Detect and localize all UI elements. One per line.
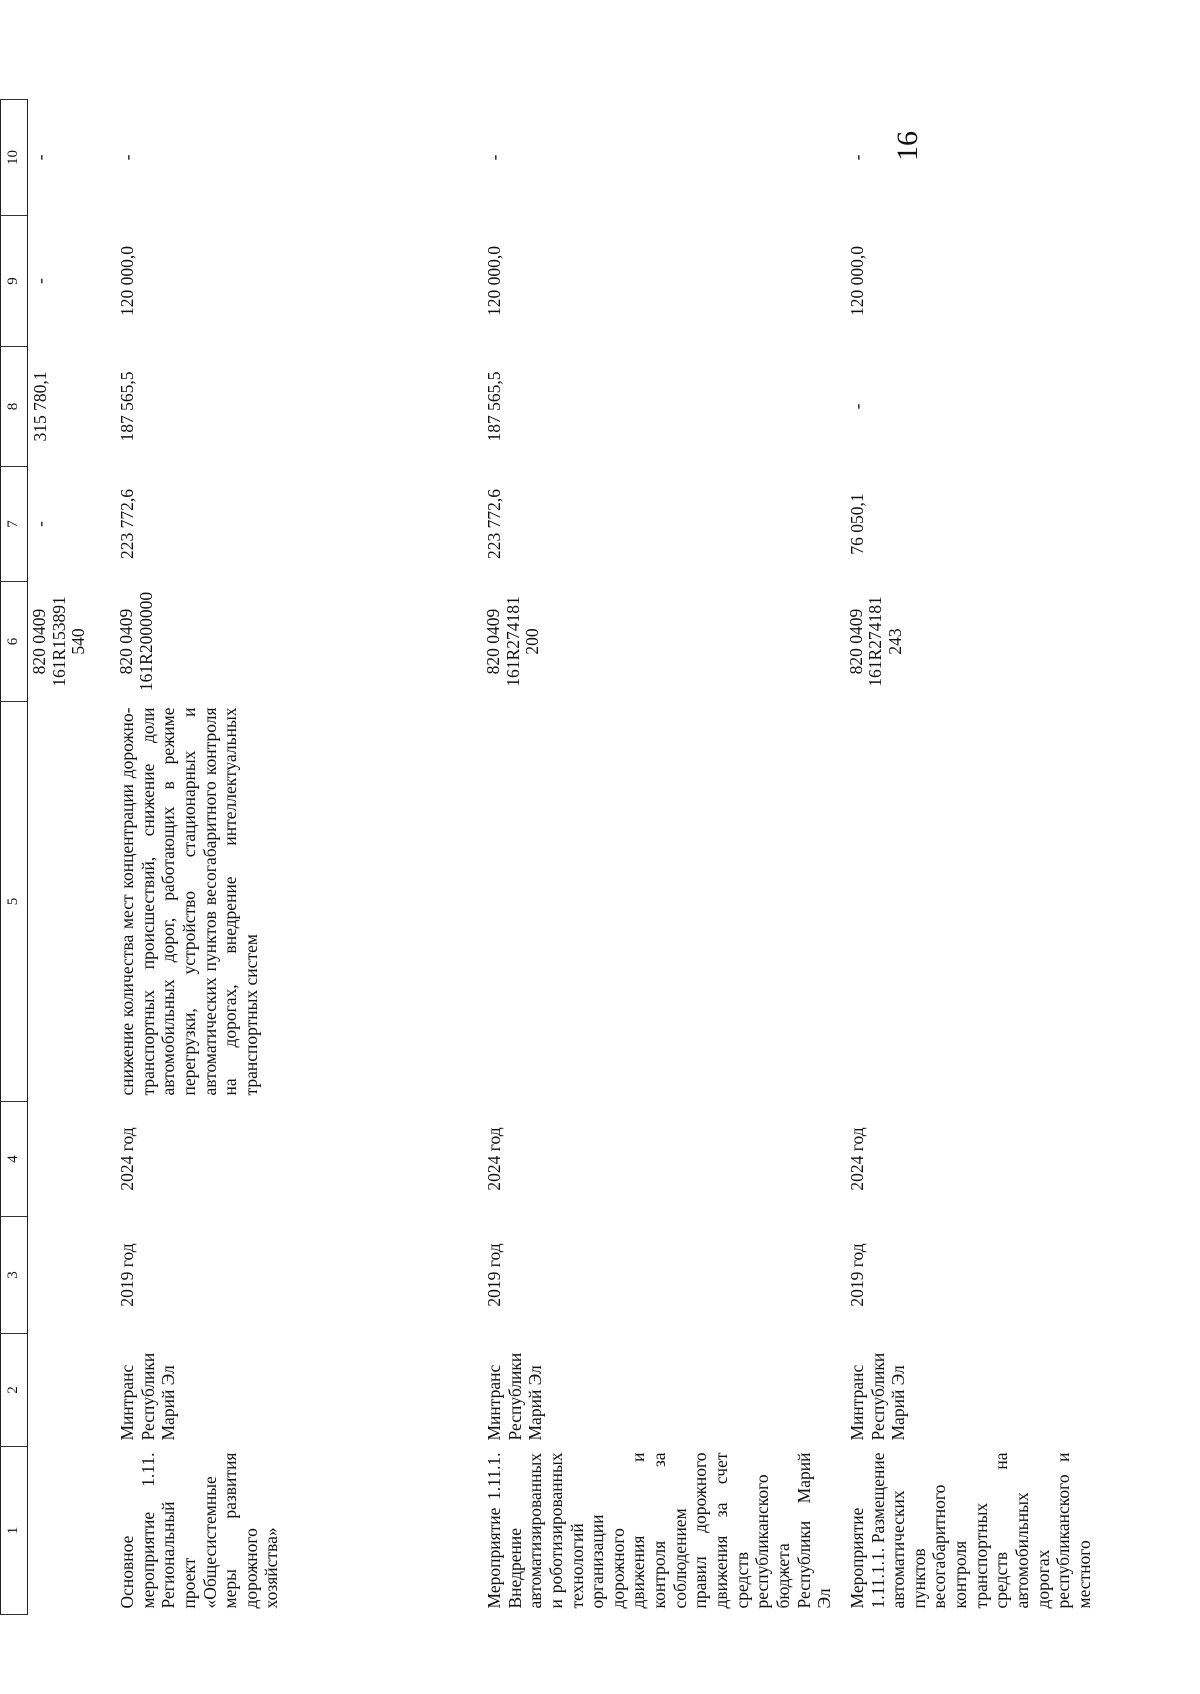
rotated-table-container xyxy=(0,100,1094,1615)
cell-start-year: 2019 год xyxy=(484,1243,504,1307)
cell-start-year: 2019 год xyxy=(846,1243,867,1307)
column-header-6: 6 xyxy=(1,582,28,702)
column-header-1: 1 xyxy=(1,1447,28,1615)
column-header-7: 7 xyxy=(1,467,28,582)
header-row xyxy=(1,100,28,1615)
cell-col-7: 223 772,6 xyxy=(117,489,137,559)
cell-budget-code: 820 0409 161R153891 540 xyxy=(29,596,89,687)
cell-col-10: - xyxy=(30,154,50,161)
cell-end-year xyxy=(28,1102,116,1217)
table-row xyxy=(115,100,482,1615)
cell-executor: Минтранс Республики Марий Эл xyxy=(846,1352,909,1441)
cell-result xyxy=(845,702,1105,1102)
cell-activity: Мероприятие 1.11.1.1. Размещение автоматических пунктов весогабаритного контроля транспортных средств на автомобильных дорогах республиканского и местного xyxy=(846,1452,1094,1609)
cell-col-10: - xyxy=(484,154,504,161)
cell-col-7: - xyxy=(30,521,50,527)
cell-col-8: 315 780,1 xyxy=(30,371,50,442)
cell-budget-code: 820 0409 161R274181 200 xyxy=(483,596,543,687)
page-number: 16 xyxy=(891,131,924,161)
budget-table xyxy=(0,99,1105,1615)
cell-col-7: 76 050,1 xyxy=(846,493,867,555)
cell-col-9: - xyxy=(30,278,50,284)
cell-result xyxy=(482,702,845,1102)
cell-result xyxy=(28,702,116,1102)
cell-col-8: 187 565,5 xyxy=(484,371,504,442)
column-header-3: 3 xyxy=(1,1217,28,1334)
cell-budget-code: 820 0409 161R2000000 xyxy=(116,591,156,692)
cell-end-year: 2024 год xyxy=(484,1127,504,1191)
cell-col-9: 120 000,0 xyxy=(117,246,137,316)
cell-col-8: - xyxy=(846,403,867,410)
cell-start-year: 2019 год xyxy=(117,1243,137,1307)
column-header-9: 9 xyxy=(1,216,28,347)
cell-col-10: - xyxy=(846,154,867,161)
cell-activity xyxy=(28,1447,116,1615)
column-header-2: 2 xyxy=(1,1334,28,1447)
cell-activity: Мероприятие 1.11.1. Внедрение автоматизированных и роботизированных технологий организации дорожного движения и контроля за соблюдением правил дорожного движения за счет средств республиканского бюджета Республики Марий Эл xyxy=(484,1452,835,1609)
cell-col-8: 187 565,5 xyxy=(117,371,137,442)
cell-result: снижение количества мест концентрации дорожно-транспортных происшествий, снижение доли автомобильных дорог, работающих в режиме перегрузки, устройство стационарных и автоматических пунктов весогабаритного контроля на дорогах, внедрение интеллектуальных транспортных систем xyxy=(117,707,261,1096)
cell-col-9: 120 000,0 xyxy=(846,246,867,316)
cell-executor xyxy=(28,1334,116,1447)
column-header-5: 5 xyxy=(1,702,28,1102)
cell-end-year: 2024 год xyxy=(846,1127,867,1191)
column-header-8: 8 xyxy=(1,347,28,467)
cell-executor: Минтранс Республики Марий Эл xyxy=(117,1352,179,1441)
cell-start-year xyxy=(28,1217,116,1334)
cell-activity: Основное мероприятие 1.11. Региональный проект «Общесистемные меры развития дорожного хозяйства» xyxy=(117,1452,282,1609)
cell-executor: Минтранс Республики Марий Эл xyxy=(484,1352,546,1441)
table-row xyxy=(845,100,1105,1615)
cell-budget-code: 820 0409 161R274181 243 xyxy=(845,596,906,687)
column-header-4: 4 xyxy=(1,1102,28,1217)
cell-end-year: 2024 год xyxy=(117,1127,137,1191)
cell-col-7: 223 772,6 xyxy=(484,489,504,559)
cell-col-10: - xyxy=(117,154,137,161)
table-row xyxy=(28,100,116,1615)
cell-col-9: 120 000,0 xyxy=(484,246,504,316)
table-row xyxy=(482,100,845,1615)
column-header-10: 10 xyxy=(1,100,28,216)
